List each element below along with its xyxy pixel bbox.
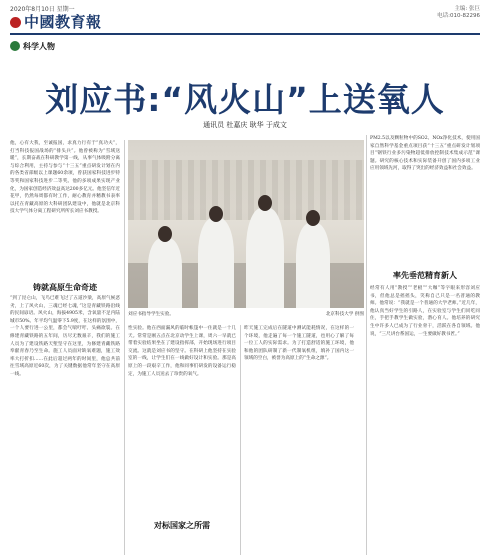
photo-caption xyxy=(128,311,364,317)
newspaper-logo-icon xyxy=(10,17,21,28)
photo-head-2 xyxy=(209,206,223,222)
column-divider xyxy=(240,325,241,555)
section-label: 科学人物 xyxy=(23,41,55,51)
subhead-national-needs: 对标国家之所需 xyxy=(154,521,210,530)
article-photo xyxy=(128,140,364,308)
newspaper-title xyxy=(10,11,102,32)
article-body-col4-top: PM2.5以及颗粒物中的SO2、NOx净化技术，使用国家自然科学基金重点项目获“十三五”重点研发计划项目“钢铁行业多污染物超低排放控制技术集成示范”课题。研究的核心技术和实际装备开创了国内多项工业应用领域先河，取得了突出的经济效益和社会效益。 xyxy=(370,136,480,172)
article-body-col3: 昨天施工完成后在隧道中测试能耗情况，在这样的一个环境，他走遍了每一个施工隧道，也用心了解了每一位工人的实际需求。为了打造舒适的施工环境，他和他的团队研制了新一代制氧机组，填补了国内这一领域的空白，被誉为高原上的“生命之源”。 xyxy=(244,326,354,362)
column-divider xyxy=(124,140,125,555)
photo-person-3 xyxy=(246,208,284,308)
editor-phone: 电话:010-82296 xyxy=(437,13,480,19)
subhead-plateau: 铸就高原生命奇迹 xyxy=(33,283,97,292)
article-body-col4-bottom: 经常有人用“教授”“老板”“大咖”等字眼来形容刘应书，但他总是摇摇头，笑称自己只是一名普通的教师。他常说：“我就是一个普通的大学老师。”近几年，他认真当好学生的引路人，在实验室与学生们同吃同住，手把手教学生做实验，潜心育人。他培养的研究生中许多人已成为了行业骨干，活跃在各自领域。他说，“三尺讲台系国运，一生要做好教书匠。” xyxy=(370,286,480,337)
photo-credit: 北京科技大学 供图 xyxy=(325,312,364,317)
photo-head-4 xyxy=(306,210,320,226)
article-byline: 通讯员 杜嘉庆 耿华 于成文 xyxy=(203,121,287,129)
article-body-col1-bottom: “到了昆仑山，飞鸟已难飞过了五道沙梁，高原气候恶劣，上了风火山，三魂已经七魂，”这是青藏铁路沿线的民间谚语。风火山，海拔4905米，含氧量不足内陆城市50%。年平均气温零下5.9度，在这样的氛围中，一个人要行进一公里，都会气喘吁吁、头痛欲裂。在修建青藏铁路的五年间，历尽无数艰辛，我们的施工人员为了建设铁路天堑坚守在这里，为修建青藏铁路奉献青春乃至生命。施工人员面对缺氧难题，施工效率大打折扣……在此后超过两年的时间里，他总共前往雪域高原近60次，为了关键数据他常年坚守在高原一线。 xyxy=(10,296,120,377)
column-divider xyxy=(366,135,367,555)
article-body-col2: 性实验。他在西面漏风的临时帐篷中一住就是一十几天。常常是刚五点在北京动学生上课，周六一早就已带着实验结果坐在了建设指挥部，开始现场进行项目交流。这就是刘应书的坚守。在科研上他坚持在实验室的一线，让学生们在一线做好设计和实验。那是高原上的一段艰辛工作，他和同事们研发的设备运行稳定，为施工人员送去了珍贵的氧气。 xyxy=(128,326,236,377)
masthead-meta xyxy=(437,6,480,20)
photo-head-1 xyxy=(158,226,172,242)
photo-head-3 xyxy=(258,195,272,211)
photo-caption-text: 刘应书指导学生实验。 xyxy=(128,312,174,317)
photo-person-1 xyxy=(148,238,182,308)
subhead-educating: 率先垂范精育新人 xyxy=(393,271,457,280)
editor-credit: 主编: 张巨 xyxy=(454,6,480,12)
section-icon xyxy=(10,41,20,51)
photo-person-4 xyxy=(296,223,330,308)
issue-date: 2020年8月10日 星期一 xyxy=(10,6,75,13)
masthead xyxy=(10,4,480,32)
masthead-rule xyxy=(10,33,480,35)
newspaper-name: 中國教育報 xyxy=(24,13,102,31)
photo-person-2 xyxy=(198,218,234,308)
article-body-col1-top: 他，心有大我，至诚报国，求真力行有于“真功夫”，打当科技报国战场的“排头兵”。他曾被称为“雪域送暖”，长期奋战在科研教学第一线，从事气体吸附分离与综合利用，主持与参与“十三五”重点研发计划在内的各类省部级以上课题60余项，曾获国家科技进步特等奖和国家科技进步二等奖。他的多项成果实现产业化，为国家创造经济效益高达200多亿元。他坚信年近花甲，仍然每周都有时工作，耐心教育并精教书表率以托在青藏高原的大科研团队建设中，他就是北京科技大学气体分离工程研究所所长刘应书教授。 xyxy=(10,141,120,215)
photo-lab-shelf xyxy=(128,160,364,220)
section-tag xyxy=(10,40,55,52)
article-headline: 刘应书:“风火山”上送氧人 xyxy=(45,80,445,119)
